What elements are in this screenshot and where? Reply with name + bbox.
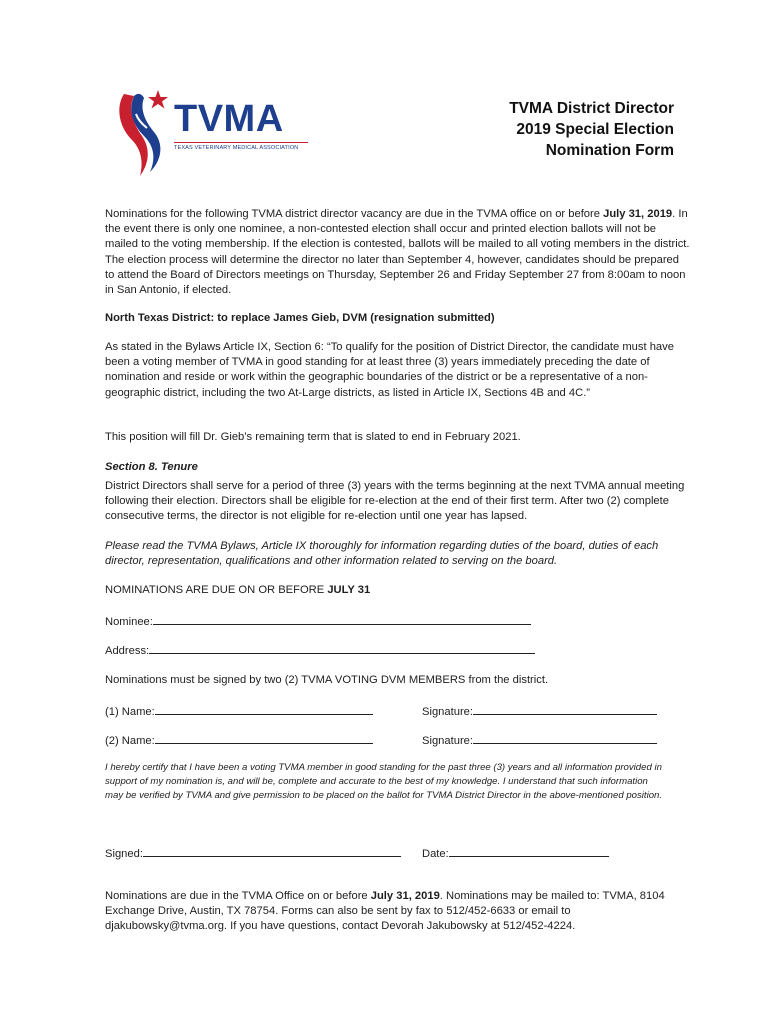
title-line-3: Nomination Form [545, 142, 674, 159]
due-line [105, 583, 370, 598]
signature-1-label: Signature: [422, 706, 473, 718]
term-paragraph: This position will fill Dr. Gieb’s remaining term that is slated to end in February 2021. [105, 431, 521, 443]
signers-note: Nominations must be signed by two (2) TVMA VOTING DVM MEMBERS from the district. [105, 674, 549, 686]
intro-text-2: . In the event there is only one nominee, a non-contested election shall occur and printed election ballots will not be mailed to the voting membership. If the election is contested, ballots will be mailed to all voting members in the district. The election process will determine the director no later than September 4, however, candidates should be prepared to attend the Board of Directors meetings on Thursday, September 26 and Friday September 27 from 8:00am to noon in San Antonio, if elected. [105, 208, 690, 297]
logo-divider [174, 142, 308, 143]
signature-1-field[interactable] [422, 703, 657, 720]
name-2-field[interactable] [105, 732, 373, 749]
logo-subtitle-block [174, 142, 308, 151]
date-field[interactable] [422, 845, 609, 862]
form-title [509, 98, 674, 161]
closing-text-2: . Nominations may be mailed to: TVMA, 8104 Exchange Drive, Austin, TX 78754. Forms can also be sent by fax to 512/452-6633 or email to djakubowsky@tvma.org. If you have questions, contact Devorah Jakubowsky at 512/452-4224. [105, 890, 665, 933]
nominee-field[interactable] [105, 613, 531, 630]
logo-subtitle: TEXAS VETERINARY MEDICAL ASSOCIATION [174, 145, 299, 151]
signature-2-field[interactable] [422, 732, 657, 749]
name-2-blank[interactable] [155, 732, 373, 744]
name-1-label: (1) Name: [105, 706, 155, 718]
name-1-blank[interactable] [155, 703, 373, 715]
intro-paragraph [105, 207, 690, 298]
address-label: Address: [105, 645, 150, 657]
tvma-logo [114, 86, 314, 180]
due-line-date: JULY 31 [327, 584, 371, 596]
closing-paragraph [105, 889, 695, 935]
intro-text-1: Nominations for the following TVMA district director vacancy are due in the TVMA office on or before [105, 208, 604, 220]
signature-1-blank[interactable] [473, 703, 657, 715]
address-blank[interactable] [149, 642, 535, 654]
bylaws-read-note: Please read the TVMA Bylaws, Article IX thoroughly for information regarding duties of the board, duties of each director, representation, qualifications and other information related to serving on the board. [105, 540, 659, 568]
signed-label: Signed: [105, 848, 143, 860]
nominee-label: Nominee: [105, 616, 153, 628]
signature-2-blank[interactable] [473, 732, 657, 744]
title-line-1: TVMA District Director [509, 100, 674, 117]
date-blank[interactable] [449, 845, 609, 857]
district-heading: North Texas District: to replace James Gieb, DVM (resignation submitted) [105, 312, 495, 324]
bylaws-paragraph: As stated in the Bylaws Article IX, Section 6: “To qualify for the position of District Director, the candidate must have been a voting member of TVMA in good standing for at least three (3) years immediately preceding the date of nomination and reside or work within the geographic boundaries of the district or be a representative of a non-geographic district, including the two At-Large districts, as listed in Article IX, Sections 4B and 4C.” [105, 341, 674, 399]
due-line-prefix: NOMINATIONS ARE DUE ON OR BEFORE [105, 584, 328, 596]
name-1-field[interactable] [105, 703, 373, 720]
tenure-heading: Section 8. Tenure [105, 461, 198, 473]
logo-wordmark: TVMA [174, 98, 284, 140]
certification-statement: I hereby certify that I have been a voting TVMA member in good standing for the past three (3) years and all information provided in support of my nomination is, and will be, complete and accurate to the best of my knowledge. I understand that such information may be verified by TVMA and give permission to be placed on the ballot for TVMA District Director in the above-mentioned position. [105, 762, 663, 801]
closing-text-1: Nominations are due in the TVMA Office on or before [105, 890, 371, 902]
signed-field[interactable] [105, 845, 401, 862]
name-2-label: (2) Name: [105, 735, 155, 747]
signed-blank[interactable] [143, 845, 401, 857]
title-line-2: 2019 Special Election [516, 121, 674, 138]
tenure-paragraph: District Directors shall serve for a period of three (3) years with the terms beginning at the next TVMA annual meeting following their election. Directors shall be eligible for re-election at the end of their first term. After two (2) complete consecutive terms, the director is not eligible for re-election until one year has lapsed. [105, 480, 685, 523]
closing-due-date: July 31, 2019 [370, 890, 440, 902]
address-field[interactable] [105, 642, 535, 659]
texas-star-swoosh-icon [114, 86, 178, 180]
signature-2-label: Signature: [422, 735, 473, 747]
date-label: Date: [422, 848, 449, 860]
nominee-blank[interactable] [153, 613, 531, 625]
intro-due-date: July 31, 2019 [603, 208, 673, 220]
